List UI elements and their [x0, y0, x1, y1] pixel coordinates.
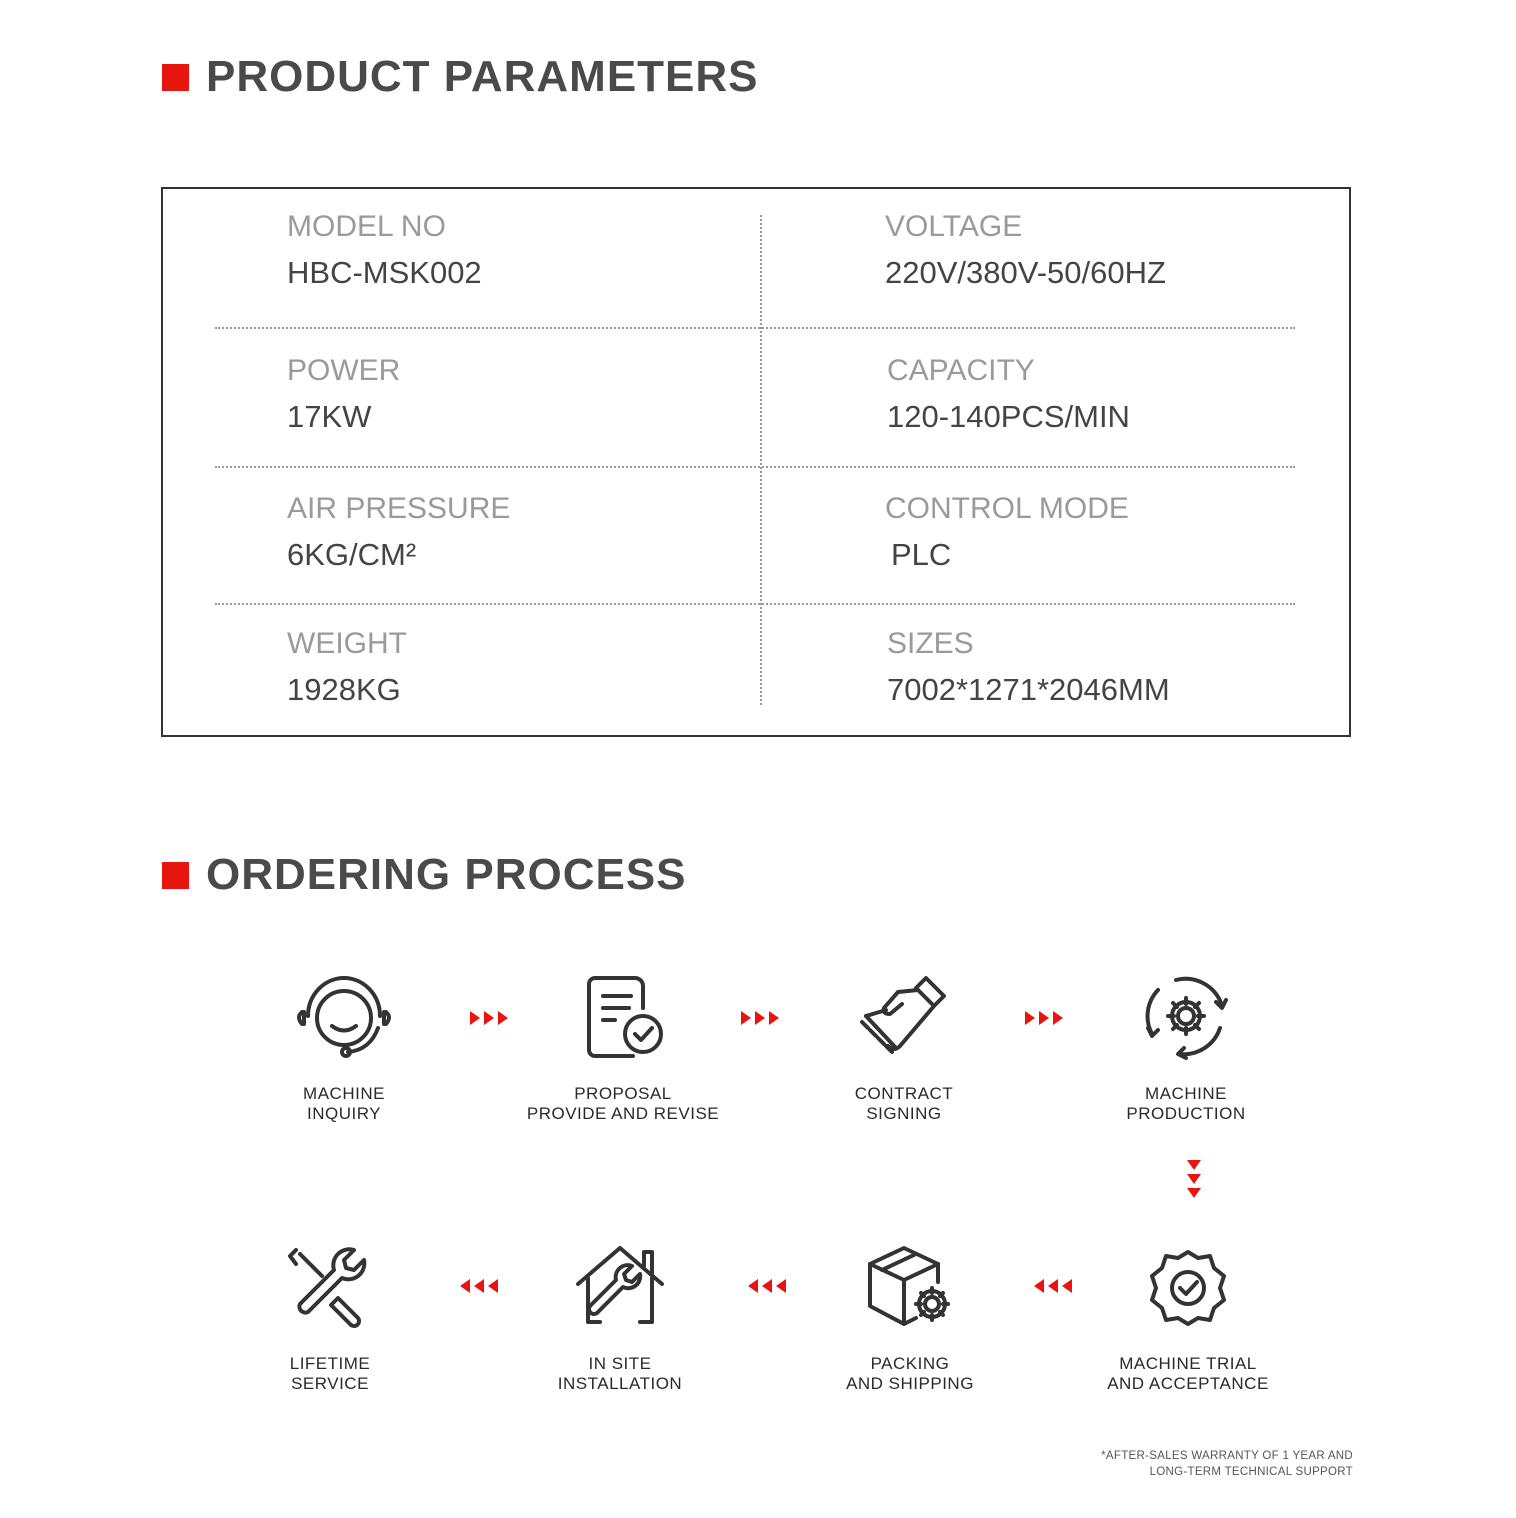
tools-icon	[280, 1242, 380, 1332]
step-packing-shipping	[790, 1242, 1030, 1394]
step-contract-signing	[784, 972, 1024, 1124]
step-machine-production	[1066, 972, 1306, 1124]
handshake-icon	[854, 972, 954, 1062]
step-label: LIFETIME SERVICE	[289, 1354, 371, 1393]
row-divider	[215, 466, 1295, 468]
badge-check-icon	[1138, 1242, 1238, 1332]
step-label: CONTRACT SIGNING	[854, 1084, 954, 1123]
box-gear-icon	[860, 1242, 960, 1332]
param-capacity	[887, 353, 1130, 439]
arrow-right-icon	[741, 1011, 781, 1025]
arrow-left-icon	[748, 1279, 788, 1293]
row-divider	[215, 603, 1295, 605]
step-label: IN SITE INSTALLATION	[557, 1354, 683, 1393]
section-title: PRODUCT PARAMETERS	[206, 52, 759, 101]
step-label: MACHINE PRODUCTION	[1126, 1084, 1246, 1123]
parameters-table	[161, 187, 1351, 737]
arrow-down-icon	[1187, 1160, 1201, 1200]
param-label: MODEL NO	[287, 210, 446, 243]
param-label: CAPACITY	[887, 354, 1035, 387]
headset-icon	[294, 972, 394, 1062]
param-label: SIZES	[887, 627, 974, 660]
param-value: 7002*1271*2046MM	[887, 672, 1170, 707]
param-weight	[287, 626, 407, 712]
param-label: POWER	[287, 354, 401, 387]
param-value: 6KG/CM²	[287, 537, 417, 572]
param-label: CONTROL MODE	[885, 492, 1129, 525]
step-lifetime-service	[210, 1242, 450, 1394]
param-value: 220V/380V-50/60HZ	[885, 255, 1166, 290]
param-voltage	[885, 209, 1166, 295]
param-value: 17KW	[287, 399, 372, 434]
step-label: MACHINE TRIAL AND ACCEPTANCE	[1107, 1354, 1269, 1393]
param-model-no	[287, 209, 482, 295]
step-label: PROPOSAL PROVIDE AND REVISE	[526, 1084, 720, 1123]
param-value: PLC	[891, 537, 952, 572]
document-check-icon	[573, 972, 673, 1062]
step-proposal	[503, 972, 743, 1124]
step-machine-inquiry	[224, 972, 464, 1124]
row-divider	[215, 327, 1295, 329]
red-square-marker	[162, 862, 189, 889]
param-value: HBC-MSK002	[287, 255, 482, 290]
arrow-right-icon	[1025, 1011, 1065, 1025]
param-power	[287, 353, 400, 439]
column-divider	[760, 215, 762, 705]
param-air-pressure	[287, 491, 510, 577]
gear-cycle-icon	[1136, 972, 1236, 1062]
param-label: WEIGHT	[287, 627, 407, 660]
step-in-site-installation	[500, 1242, 740, 1394]
red-square-marker	[162, 64, 189, 91]
ordering-process-heading	[162, 850, 687, 900]
step-label: PACKING AND SHIPPING	[846, 1354, 974, 1393]
house-wrench-icon	[570, 1242, 670, 1332]
step-label: MACHINE INQUIRY	[303, 1084, 385, 1123]
param-label: AIR PRESSURE	[287, 492, 511, 525]
param-control-mode	[885, 491, 1129, 577]
param-value: 120-140PCS/MIN	[887, 399, 1130, 434]
param-label: VOLTAGE	[885, 210, 1023, 243]
param-sizes	[887, 626, 1170, 712]
section-title: ORDERING PROCESS	[206, 850, 687, 899]
step-machine-trial	[1068, 1242, 1308, 1394]
warranty-footnote: *AFTER-SALES WARRANTY OF 1 YEAR AND LONG-TERM TECHNICAL SUPPORT	[1101, 1450, 1353, 1478]
product-parameters-heading	[162, 52, 759, 102]
param-value: 1928KG	[287, 672, 401, 707]
arrow-left-icon	[460, 1279, 500, 1293]
